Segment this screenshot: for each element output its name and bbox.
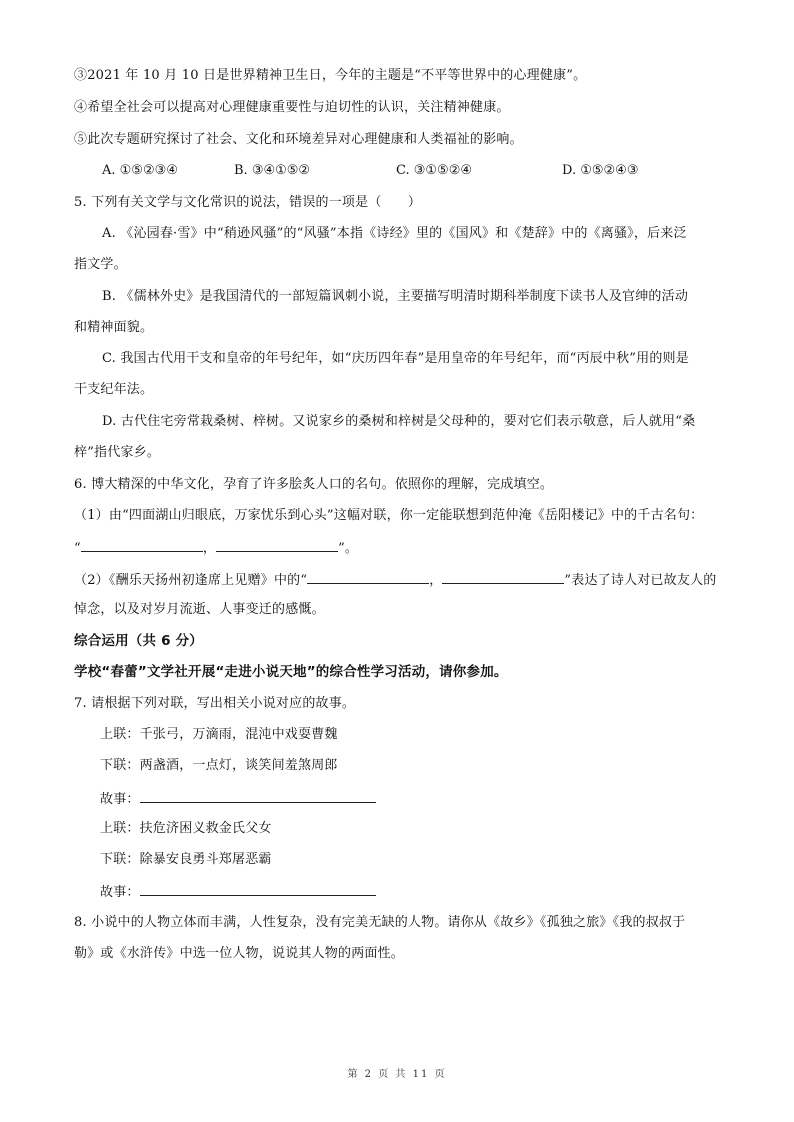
answer-blank[interactable] [216, 538, 338, 552]
q4-option-a: A. ①⑤②③④ [102, 163, 178, 178]
answer-blank[interactable] [140, 882, 376, 896]
answer-blank[interactable] [307, 570, 429, 584]
q6-part1-answer-line [74, 538, 358, 558]
q5-option-c-line1: C. 我国古代用干支和皇帝的年号纪年，如“庆历四年春”是用皇帝的年号纪年，而“丙辰中秋”用的则是 [102, 351, 689, 366]
q7-couplet1-upper: 上联：千张弓，万滴雨，混沌中戏耍曹魏 [100, 727, 338, 742]
q8-line1: 8. 小说中的人物立体而丰满，人性复杂，没有完美无缺的人物。请你从《故乡》《孤独之旅》《我的叔叔于 [74, 915, 686, 930]
q8-line2: 勒》或《水浒传》中选一位人物，说说其人物的两面性。 [74, 946, 405, 961]
story-label: 故事： [100, 792, 140, 807]
q5-option-d-line1: D. 古代住宅旁常栽桑树、梓树。又说家乡的桑树和梓树是父母种的，要对它们表示敬意，后人就用“桑 [102, 414, 696, 429]
q6-part2-line2: 悼念，以及对岁月流逝、人事变迁的感慨。 [74, 602, 325, 617]
comma: ， [429, 573, 443, 588]
answer-blank[interactable] [81, 538, 203, 552]
q6-part2-prefix: （2）《酬乐天扬州初逢席上见赠》中的“ [74, 573, 308, 588]
q5-stem: 5. 下列有关文学与文化常识的说法，错误的一项是（ ） [74, 195, 422, 210]
answer-blank[interactable] [442, 570, 564, 584]
answer-blank[interactable] [140, 789, 376, 803]
section-intro: 学校“春蕾”文学社开展“走进小说天地”的综合性学习活动，请你参加。 [74, 664, 508, 680]
q5-option-c-line2: 干支纪年法。 [74, 382, 154, 397]
q5-option-b-line1: B. 《儒林外史》是我国清代的一部短篇讽刺小说，主要描写明清时期科举制度下读书人及官绅的活动 [102, 289, 689, 304]
comma: ， [202, 541, 217, 556]
q4-item-5: ⑤此次专题研究探讨了社会、文化和环境差异对心理健康和人类福祉的影响。 [74, 132, 523, 147]
q7-couplet2-upper: 上联：扶危济困义救金氏父女 [100, 821, 272, 836]
page-number: 第 2 页 共 11 页 [347, 1069, 447, 1080]
q7-stem: 7. 请根据下列对联，写出相关小说对应的故事。 [74, 696, 356, 711]
open-quote: “ [74, 541, 81, 556]
q5-option-a-line1: A. 《沁园春·雪》中“稍逊风骚”的“风骚”本指《诗经》里的《国风》和《楚辞》中的《离骚》，后来泛 [102, 226, 687, 241]
q7-couplet2-lower: 下联：除暴安良勇斗郑屠恶霸 [100, 852, 272, 867]
q7-story1 [100, 789, 376, 809]
q4-item-4: ④希望全社会可以提高对心理健康重要性与迫切性的认识，关注精神健康。 [74, 100, 510, 115]
q4-option-c: C. ③①⑤②④ [396, 163, 473, 178]
q7-story2 [100, 882, 376, 902]
q6-part2-suffix: ”表达了诗人对已故友人的 [564, 573, 717, 588]
close-quote: ”。 [338, 541, 359, 556]
q5-option-b-line2: 和精神面貌。 [74, 320, 154, 335]
q6-stem: 6. 博大精深的中华文化，孕育了许多脍炙人口的名句。依照你的理解，完成填空。 [74, 477, 554, 492]
q4-option-d: D. ①⑤②④③ [562, 163, 639, 178]
q7-couplet1-lower: 下联：两盏酒，一点灯，谈笑间羞煞周郎 [100, 758, 338, 773]
q4-item-3: ③2021 年 10 月 10 日是世界精神卫生日，今年的主题是“不平等世界中的心理健康”。 [74, 68, 587, 83]
q6-part2-line1 [74, 570, 716, 590]
q4-option-b: B. ③④①⑤② [234, 163, 311, 178]
q5-option-d-line2: 梓”指代家乡。 [74, 445, 161, 460]
story-label: 故事： [100, 885, 140, 900]
section-heading: 综合运用（共 6 分） [74, 633, 203, 649]
q6-part1-prompt: （1）由“四面湖山归眼底，万家忧乐到心头”这幅对联，你一定能联想到范仲淹《岳阳楼记》中的千古名句： [74, 508, 704, 523]
q5-option-a-line2: 指文学。 [74, 257, 127, 272]
